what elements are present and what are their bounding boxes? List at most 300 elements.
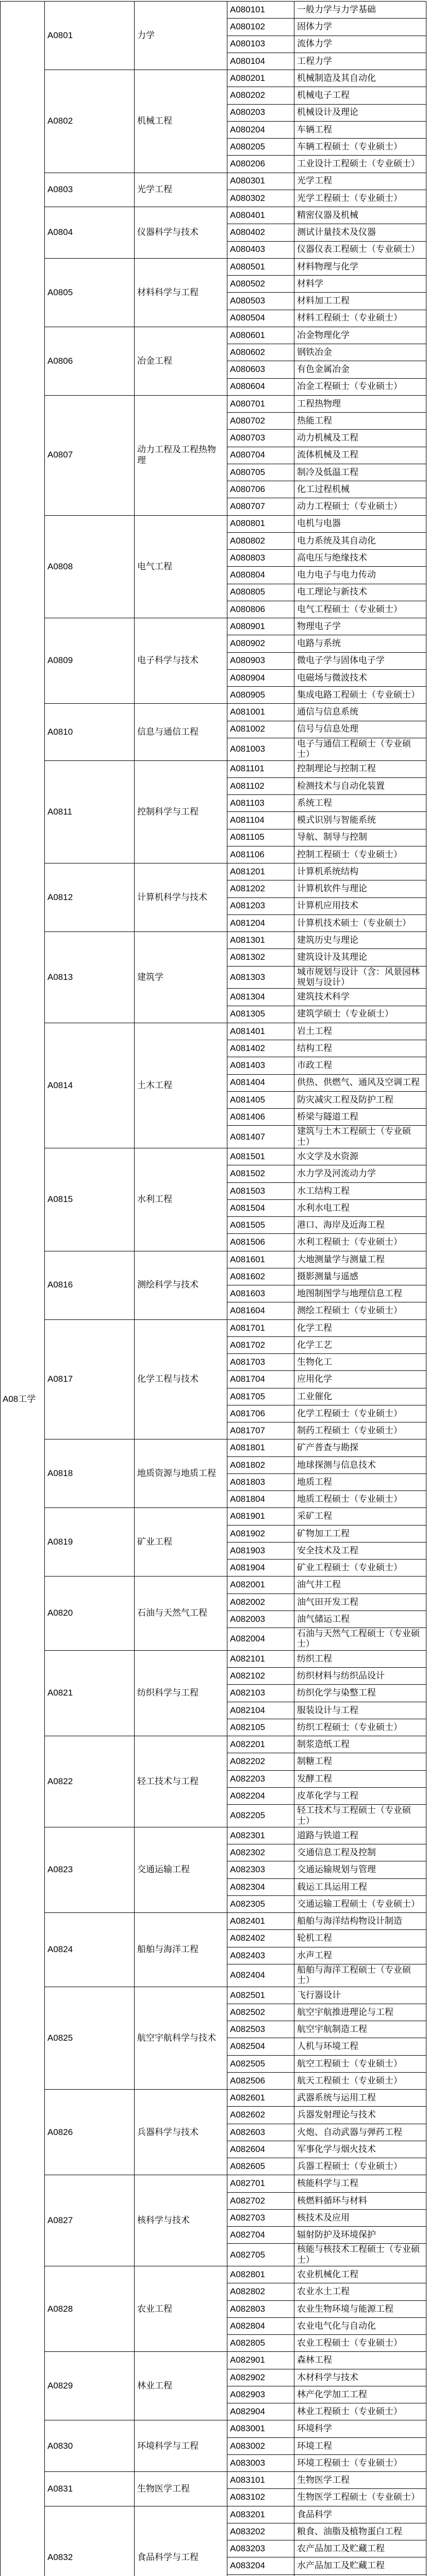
- second-level-code-cell: A081602: [227, 1268, 294, 1285]
- second-level-name-cell: 油气储运工程: [294, 1611, 426, 1628]
- second-level-code-cell: A080705: [227, 464, 294, 481]
- second-level-code-cell: A082803: [227, 2300, 294, 2317]
- second-level-name-cell: 建筑与土木工程硕士（专业硕士）: [294, 1126, 426, 1148]
- second-level-name-cell: 电力系统及其自动化: [294, 532, 426, 549]
- second-level-name-cell: 工业设计工程硕士（专业硕士）: [294, 156, 426, 173]
- second-level-code-cell: A082202: [227, 1753, 294, 1770]
- second-level-code-cell: A081506: [227, 1234, 294, 1251]
- second-level-code-cell: A081305: [227, 1006, 294, 1023]
- second-level-code-cell: A082804: [227, 2317, 294, 2334]
- second-level-name-cell: 材料工程硕士（专业硕士）: [294, 310, 426, 327]
- table-row: [1, 1439, 426, 1456]
- second-level-name-cell: 地图制图学与地理信息工程: [294, 1285, 426, 1302]
- first-level-code-cell: A0830: [45, 2420, 135, 2472]
- first-level-name-cell: 矿业工程: [135, 1508, 227, 1577]
- second-level-code-cell: A083203: [227, 2540, 294, 2557]
- second-level-code-cell: A080805: [227, 584, 294, 601]
- second-level-code-cell: A081501: [227, 1148, 294, 1165]
- second-level-code-cell: A081902: [227, 1525, 294, 1542]
- second-level-code-cell: A082203: [227, 1770, 294, 1787]
- second-level-name-cell: 轻工技术与工程硕士（专业硕士）: [294, 1805, 426, 1827]
- second-level-name-cell: 航天工程硕士（专业硕士）: [294, 2072, 426, 2089]
- second-level-code-cell: A081701: [227, 1319, 294, 1336]
- second-level-name-cell: 冶金物理化学: [294, 327, 426, 344]
- table-row: [1, 395, 426, 412]
- first-level-code-cell: A0819: [45, 1508, 135, 1577]
- second-level-name-cell: 水利工程硕士（专业硕士）: [294, 1234, 426, 1251]
- first-level-name-cell: 船舶与海洋工程: [135, 1913, 227, 1987]
- first-level-code-cell: A0811: [45, 760, 135, 863]
- second-level-code-cell: A082605: [227, 2158, 294, 2175]
- second-level-code-cell: A081603: [227, 1285, 294, 1302]
- second-level-name-cell: 飞行器设计: [294, 1987, 426, 2004]
- second-level-code-cell: A082704: [227, 2227, 294, 2244]
- second-level-name-cell: 交通运输工程硕士（专业硕士）: [294, 1895, 426, 1912]
- first-level-code-cell: A0804: [45, 207, 135, 259]
- second-level-code-cell: A080806: [227, 601, 294, 618]
- second-level-code-cell: A083002: [227, 2437, 294, 2454]
- second-level-name-cell: 水产品加工及贮藏工程: [294, 2557, 426, 2574]
- second-level-name-cell: 通信与信息系统: [294, 704, 426, 721]
- second-level-code-cell: A082903: [227, 2386, 294, 2403]
- second-level-name-cell: 水文学及水资源: [294, 1148, 426, 1165]
- second-level-code-cell: A081801: [227, 1439, 294, 1456]
- second-level-name-cell: 生物医学工程: [294, 2472, 426, 2489]
- second-level-name-cell: 航空宇航制造工程: [294, 2021, 426, 2038]
- second-level-code-cell: A081904: [227, 1560, 294, 1577]
- table-row: [1, 1251, 426, 1268]
- second-level-name-cell: 建筑学硕士（专业硕士）: [294, 1006, 426, 1023]
- second-level-code-cell: A083202: [227, 2523, 294, 2540]
- second-level-name-cell: 核能科学与工程: [294, 2175, 426, 2192]
- second-level-code-cell: A082104: [227, 1702, 294, 1719]
- table-row: [1, 2506, 426, 2523]
- table-row: [1, 258, 426, 275]
- first-level-name-cell: 材料科学与工程: [135, 258, 227, 327]
- table-row: [1, 515, 426, 532]
- second-level-code-cell: A081102: [227, 777, 294, 794]
- second-level-code-cell: A081706: [227, 1405, 294, 1422]
- second-level-name-cell: 化学工程: [294, 1319, 426, 1336]
- second-level-code-cell: A082902: [227, 2369, 294, 2386]
- second-level-name-cell: 船舶与海洋工程硕士（专业硕士）: [294, 1964, 426, 1987]
- second-level-name-cell: 集成电路工程硕士（专业硕士）: [294, 687, 426, 704]
- second-level-code-cell: A081707: [227, 1422, 294, 1439]
- first-level-code-cell: A0827: [45, 2175, 135, 2266]
- second-level-code-cell: A081203: [227, 897, 294, 914]
- table-row: [1, 1736, 426, 1753]
- second-level-name-cell: 市政工程: [294, 1057, 426, 1074]
- table-row: [1, 1827, 426, 1844]
- table-row: [1, 1987, 426, 2004]
- second-level-code-cell: A081504: [227, 1199, 294, 1216]
- second-level-name-cell: 电气工程硕士（专业硕士）: [294, 601, 426, 618]
- first-level-name-cell: 电气工程: [135, 515, 227, 618]
- table-row: [1, 1148, 426, 1165]
- second-level-name-cell: 港口、海岸及近海工程: [294, 1217, 426, 1234]
- second-level-code-cell: A080502: [227, 276, 294, 293]
- second-level-name-cell: 固体力学: [294, 19, 426, 36]
- second-level-code-cell: A082701: [227, 2175, 294, 2192]
- second-level-code-cell: A081106: [227, 846, 294, 863]
- second-level-code-cell: A082101: [227, 1650, 294, 1667]
- second-level-code-cell: A081705: [227, 1388, 294, 1405]
- second-level-code-cell: A081201: [227, 863, 294, 880]
- second-level-code-cell: A080102: [227, 19, 294, 36]
- table-row: [1, 2266, 426, 2283]
- second-level-name-cell: 光学工程硕士（专业硕士）: [294, 190, 426, 207]
- second-level-name-cell: 核燃料循环与材料: [294, 2192, 426, 2209]
- second-level-code-cell: A082201: [227, 1736, 294, 1753]
- second-level-name-cell: 物理电子学: [294, 618, 426, 635]
- second-level-code-cell: A082305: [227, 1895, 294, 1912]
- second-level-code-cell: A081403: [227, 1057, 294, 1074]
- second-level-name-cell: 材料物理与化学: [294, 258, 426, 275]
- second-level-code-cell: A082004: [227, 1628, 294, 1651]
- second-level-code-cell: A080901: [227, 618, 294, 635]
- second-level-name-cell: 冶金工程硕士（专业硕士）: [294, 378, 426, 395]
- second-level-code-cell: A080206: [227, 156, 294, 173]
- second-level-code-cell: A082105: [227, 1719, 294, 1736]
- second-level-name-cell: 电机与电器: [294, 515, 426, 532]
- second-level-name-cell: 电路与系统: [294, 635, 426, 652]
- second-level-code-cell: A080204: [227, 121, 294, 138]
- second-level-name-cell: 油气井工程: [294, 1577, 426, 1594]
- first-level-name-cell: 交通运输工程: [135, 1827, 227, 1912]
- second-level-code-cell: A082001: [227, 1577, 294, 1594]
- second-level-code-cell: A081601: [227, 1251, 294, 1268]
- second-level-name-cell: 油气田开发工程: [294, 1594, 426, 1611]
- second-level-code-cell: A080402: [227, 224, 294, 241]
- second-level-name-cell: 模式识别与智能系统: [294, 812, 426, 829]
- second-level-code-cell: A082402: [227, 1930, 294, 1947]
- second-level-name-cell: 水声工程: [294, 1947, 426, 1964]
- second-level-code-cell: A081301: [227, 932, 294, 949]
- second-level-name-cell: 计算机应用技术: [294, 897, 426, 914]
- second-level-name-cell: 精密仪器及机械: [294, 207, 426, 224]
- second-level-name-cell: 生物医学工程硕士（专业硕士）: [294, 2489, 426, 2506]
- second-level-code-cell: A081401: [227, 1023, 294, 1040]
- table-row: [1, 1913, 426, 1930]
- second-level-name-cell: 农业工程硕士（专业硕士）: [294, 2335, 426, 2352]
- first-level-name-cell: 农业工程: [135, 2266, 227, 2352]
- first-level-code-cell: A0828: [45, 2266, 135, 2352]
- discipline-catalog-table: [0, 1, 426, 2576]
- second-level-code-cell: A082601: [227, 2090, 294, 2107]
- second-level-code-cell: A081903: [227, 1542, 294, 1559]
- second-level-name-cell: 应用化学: [294, 1371, 426, 1388]
- second-level-name-cell: 武器系统与运用工程: [294, 2090, 426, 2107]
- table-row: [1, 2352, 426, 2369]
- second-level-name-cell: 摄影测量与遥感: [294, 1268, 426, 1285]
- second-level-name-cell: 航空宇航推进理论与工程: [294, 2004, 426, 2021]
- second-level-code-cell: A082603: [227, 2124, 294, 2141]
- second-level-name-cell: 热能工程: [294, 413, 426, 430]
- second-level-code-cell: A082602: [227, 2107, 294, 2124]
- second-level-name-cell: 机械设计及理论: [294, 104, 426, 121]
- second-level-code-cell: A080802: [227, 532, 294, 549]
- second-level-code-cell: A080701: [227, 395, 294, 412]
- table-row: [1, 704, 426, 721]
- first-level-name-cell: 力学: [135, 2, 227, 70]
- second-level-name-cell: 水利水电工程: [294, 1199, 426, 1216]
- second-level-name-cell: 纺织工程硕士（专业硕士）: [294, 1719, 426, 1736]
- second-level-code-cell: A081404: [227, 1074, 294, 1091]
- first-level-code-cell: A0815: [45, 1148, 135, 1251]
- second-level-code-cell: A081502: [227, 1165, 294, 1182]
- second-level-code-cell: A080702: [227, 413, 294, 430]
- second-level-code-cell: A080203: [227, 104, 294, 121]
- second-level-code-cell: A080403: [227, 241, 294, 258]
- second-level-name-cell: 结构工程: [294, 1040, 426, 1057]
- second-level-name-cell: 供热、供燃气、通风及空调工程: [294, 1074, 426, 1091]
- first-level-code-cell: A0824: [45, 1913, 135, 1987]
- second-level-name-cell: 纺织工程: [294, 1650, 426, 1667]
- second-level-name-cell: 建筑历史与理论: [294, 932, 426, 949]
- second-level-name-cell: 环境工程: [294, 2437, 426, 2454]
- second-level-name-cell: 计算机技术硕士（专业硕士）: [294, 914, 426, 931]
- second-level-code-cell: A082404: [227, 1964, 294, 1987]
- second-level-name-cell: 电子与通信工程硕士（专业硕士）: [294, 738, 426, 760]
- second-level-code-cell: A080201: [227, 70, 294, 87]
- second-level-code-cell: A082503: [227, 2021, 294, 2038]
- second-level-name-cell: 流体力学: [294, 36, 426, 53]
- second-level-code-cell: A082805: [227, 2335, 294, 2352]
- second-level-name-cell: 安全技术及工程: [294, 1542, 426, 1559]
- second-level-name-cell: 环境科学: [294, 2420, 426, 2437]
- first-level-code-cell: A0816: [45, 1251, 135, 1319]
- second-level-code-cell: A081405: [227, 1091, 294, 1108]
- second-level-name-cell: 车辆工程: [294, 121, 426, 138]
- second-level-name-cell: 电磁场与微波技术: [294, 669, 426, 686]
- second-level-code-cell: A082504: [227, 2038, 294, 2055]
- second-level-code-cell: A081105: [227, 829, 294, 846]
- second-level-code-cell: A082302: [227, 1844, 294, 1861]
- second-level-code-cell: A080904: [227, 669, 294, 686]
- second-level-code-cell: A081204: [227, 914, 294, 931]
- second-level-name-cell: 机械电子工程: [294, 87, 426, 104]
- table-row: [1, 173, 426, 190]
- second-level-name-cell: 核能与核技术工程硕士（专业硕士）: [294, 2244, 426, 2266]
- second-level-name-cell: 航空工程硕士（专业硕士）: [294, 2055, 426, 2072]
- second-level-name-cell: 机械制造及其自动化: [294, 70, 426, 87]
- second-level-name-cell: 木材科学与技术: [294, 2369, 426, 2386]
- second-level-code-cell: A081304: [227, 989, 294, 1006]
- second-level-name-cell: 系统工程: [294, 795, 426, 812]
- second-level-code-cell: A082102: [227, 1668, 294, 1685]
- second-level-code-cell: A080803: [227, 550, 294, 567]
- second-level-name-cell: 皮革化学与工程: [294, 1787, 426, 1804]
- second-level-name-cell: 矿产普查与勘探: [294, 1439, 426, 1456]
- second-level-name-cell: 光学工程: [294, 173, 426, 190]
- second-level-name-cell: 农业生物环境与能源工程: [294, 2300, 426, 2317]
- second-level-code-cell: A082303: [227, 1861, 294, 1878]
- second-level-name-cell: 发酵工程: [294, 1770, 426, 1787]
- second-level-name-cell: 农业机械化工程: [294, 2266, 426, 2283]
- second-level-code-cell: A081702: [227, 1336, 294, 1353]
- second-level-code-cell: A081901: [227, 1508, 294, 1525]
- first-level-name-cell: 测绘科学与技术: [135, 1251, 227, 1319]
- second-level-code-cell: A082702: [227, 2192, 294, 2209]
- table-row: [1, 327, 426, 344]
- second-level-code-cell: A081803: [227, 1473, 294, 1490]
- first-level-name-cell: 信息与通信工程: [135, 704, 227, 760]
- first-level-code-cell: A0825: [45, 1987, 135, 2090]
- first-level-name-cell: 光学工程: [135, 173, 227, 207]
- first-level-name-cell: 纺织科学与工程: [135, 1650, 227, 1736]
- second-level-code-cell: A082904: [227, 2403, 294, 2420]
- second-level-name-cell: 城市规划与设计（含：风景园林规划与设计）: [294, 966, 426, 989]
- second-level-code-cell: A080503: [227, 293, 294, 310]
- second-level-name-cell: 制浆造纸工程: [294, 1736, 426, 1753]
- table-row: [1, 1577, 426, 1594]
- second-level-name-cell: 导航、制导与控制: [294, 829, 426, 846]
- first-level-name-cell: 建筑学: [135, 932, 227, 1023]
- second-level-code-cell: A082604: [227, 2141, 294, 2158]
- first-level-code-cell: A0829: [45, 2352, 135, 2420]
- second-level-code-cell: A082802: [227, 2283, 294, 2300]
- first-level-code-cell: A0810: [45, 704, 135, 760]
- first-level-name-cell: 航空宇航科学与技术: [135, 1987, 227, 2090]
- second-level-name-cell: 材料学: [294, 276, 426, 293]
- second-level-name-cell: 林业工程硕士（专业硕士）: [294, 2403, 426, 2420]
- second-level-name-cell: 化学工程硕士（专业硕士）: [294, 1405, 426, 1422]
- first-level-code-cell: A0822: [45, 1736, 135, 1827]
- second-level-name-cell: 矿业工程硕士（专业硕士）: [294, 1560, 426, 1577]
- second-level-name-cell: 检测技术与自动化装置: [294, 777, 426, 794]
- table-row: [1, 1508, 426, 1525]
- second-level-name-cell: 制药工程硕士（专业硕士）: [294, 1422, 426, 1439]
- second-level-code-cell: A080707: [227, 498, 294, 515]
- second-level-code-cell: A081407: [227, 1126, 294, 1148]
- first-level-name-cell: 水利工程: [135, 1148, 227, 1251]
- first-level-name-cell: 环境科学与工程: [135, 2420, 227, 2472]
- second-level-code-cell: A082502: [227, 2004, 294, 2021]
- first-level-code-cell: A0807: [45, 395, 135, 515]
- second-level-code-cell: A081104: [227, 812, 294, 829]
- second-level-code-cell: A081503: [227, 1182, 294, 1199]
- second-level-code-cell: A081704: [227, 1371, 294, 1388]
- second-level-name-cell: 纺织化学与染整工程: [294, 1685, 426, 1702]
- second-level-name-cell: 环境工程硕士（专业硕士）: [294, 2454, 426, 2471]
- second-level-code-cell: A081103: [227, 795, 294, 812]
- second-level-name-cell: 地质工程: [294, 1473, 426, 1490]
- table-row: [1, 207, 426, 224]
- second-level-code-cell: A083001: [227, 2420, 294, 2437]
- second-level-name-cell: 制糖工程: [294, 1753, 426, 1770]
- second-level-name-cell: 流体机械及工程: [294, 447, 426, 464]
- second-level-name-cell: 粮食、油脂及植物蛋白工程: [294, 2523, 426, 2540]
- second-level-code-cell: A081402: [227, 1040, 294, 1057]
- second-level-name-cell: 高电压与绝缘技术: [294, 550, 426, 567]
- table-row: [1, 760, 426, 777]
- first-level-code-cell: A0809: [45, 618, 135, 704]
- second-level-name-cell: 水工结构工程: [294, 1182, 426, 1199]
- table-row: [1, 2, 426, 19]
- second-level-name-cell: 采矿工程: [294, 1508, 426, 1525]
- second-level-code-cell: A082301: [227, 1827, 294, 1844]
- first-level-name-cell: 石油与天然气工程: [135, 1577, 227, 1651]
- table-row: [1, 1650, 426, 1667]
- second-level-name-cell: 车辆工程硕士（专业硕士）: [294, 139, 426, 156]
- second-level-code-cell: A082401: [227, 1913, 294, 1930]
- second-level-code-cell: A081802: [227, 1456, 294, 1473]
- table-row: [1, 932, 426, 949]
- first-level-code-cell: A0821: [45, 1650, 135, 1736]
- second-level-name-cell: 地球探测与信息技术: [294, 1456, 426, 1473]
- second-level-name-cell: 兵器工程硕士（专业硕士）: [294, 2158, 426, 2175]
- second-level-name-cell: 防灾减灾工程及防护工程: [294, 1091, 426, 1108]
- second-level-code-cell: A080903: [227, 652, 294, 669]
- second-level-name-cell: 辐射防护及环境保护: [294, 2227, 426, 2244]
- second-level-code-cell: A081303: [227, 966, 294, 989]
- second-level-code-cell: A081001: [227, 704, 294, 721]
- first-level-name-cell: 仪器科学与技术: [135, 207, 227, 259]
- second-level-name-cell: 仪器仪表工程硕士（专业硕士）: [294, 241, 426, 258]
- table-row: [1, 2090, 426, 2107]
- second-level-name-cell: 道路与铁道工程: [294, 1827, 426, 1844]
- second-level-name-cell: 电力电子与电力传动: [294, 567, 426, 584]
- second-level-code-cell: A080703: [227, 430, 294, 447]
- table-row: [1, 70, 426, 87]
- table-row: [1, 1023, 426, 1040]
- second-level-code-cell: A080401: [227, 207, 294, 224]
- second-level-code-cell: A082505: [227, 2055, 294, 2072]
- second-level-code-cell: A082002: [227, 1594, 294, 1611]
- second-level-code-cell: A082901: [227, 2352, 294, 2369]
- second-level-code-cell: A081302: [227, 949, 294, 966]
- second-level-name-cell: 建筑设计及其理论: [294, 949, 426, 966]
- second-level-name-cell: 工程热物理: [294, 395, 426, 412]
- second-level-code-cell: A080103: [227, 36, 294, 53]
- second-level-name-cell: 控制理论与控制工程: [294, 760, 426, 777]
- second-level-name-cell: 工程力学: [294, 53, 426, 70]
- second-level-name-cell: 火炮、自动武器与弹药工程: [294, 2124, 426, 2141]
- second-level-code-cell: A082003: [227, 1611, 294, 1628]
- second-level-code-cell: A083101: [227, 2472, 294, 2489]
- table-row: [1, 1319, 426, 1336]
- second-level-code-cell: A082403: [227, 1947, 294, 1964]
- first-level-name-cell: 核科学与技术: [135, 2175, 227, 2266]
- second-level-name-cell: 农业电气化与自动化: [294, 2317, 426, 2334]
- second-level-code-cell: A082501: [227, 1987, 294, 2004]
- second-level-code-cell: A082205: [227, 1805, 294, 1827]
- first-level-code-cell: A0832: [45, 2506, 135, 2576]
- second-level-code-cell: A080302: [227, 190, 294, 207]
- first-level-code-cell: A0817: [45, 1319, 135, 1439]
- first-level-code-cell: A0806: [45, 327, 135, 395]
- second-level-code-cell: A081003: [227, 738, 294, 760]
- second-level-code-cell: A082703: [227, 2209, 294, 2226]
- second-level-code-cell: A082103: [227, 1685, 294, 1702]
- second-level-name-cell: 岩土工程: [294, 1023, 426, 1040]
- second-level-code-cell: A080301: [227, 173, 294, 190]
- first-level-name-cell: 动力工程及工程热物理: [135, 395, 227, 515]
- second-level-name-cell: 核技术及应用: [294, 2209, 426, 2226]
- second-level-name-cell: 服装设计与工程: [294, 1702, 426, 1719]
- second-level-name-cell: 建筑技术科学: [294, 989, 426, 1006]
- first-level-name-cell: 地质资源与地质工程: [135, 1439, 227, 1508]
- second-level-code-cell: A080202: [227, 87, 294, 104]
- first-level-name-cell: 食品科学与工程: [135, 2506, 227, 2576]
- second-level-code-cell: A080902: [227, 635, 294, 652]
- second-level-name-cell: 材料加工工程: [294, 293, 426, 310]
- table-row: [1, 2472, 426, 2489]
- second-level-code-cell: A081406: [227, 1109, 294, 1126]
- second-level-code-cell: A081505: [227, 1217, 294, 1234]
- second-level-code-cell: A083201: [227, 2506, 294, 2523]
- first-level-name-cell: 电子科学与技术: [135, 618, 227, 704]
